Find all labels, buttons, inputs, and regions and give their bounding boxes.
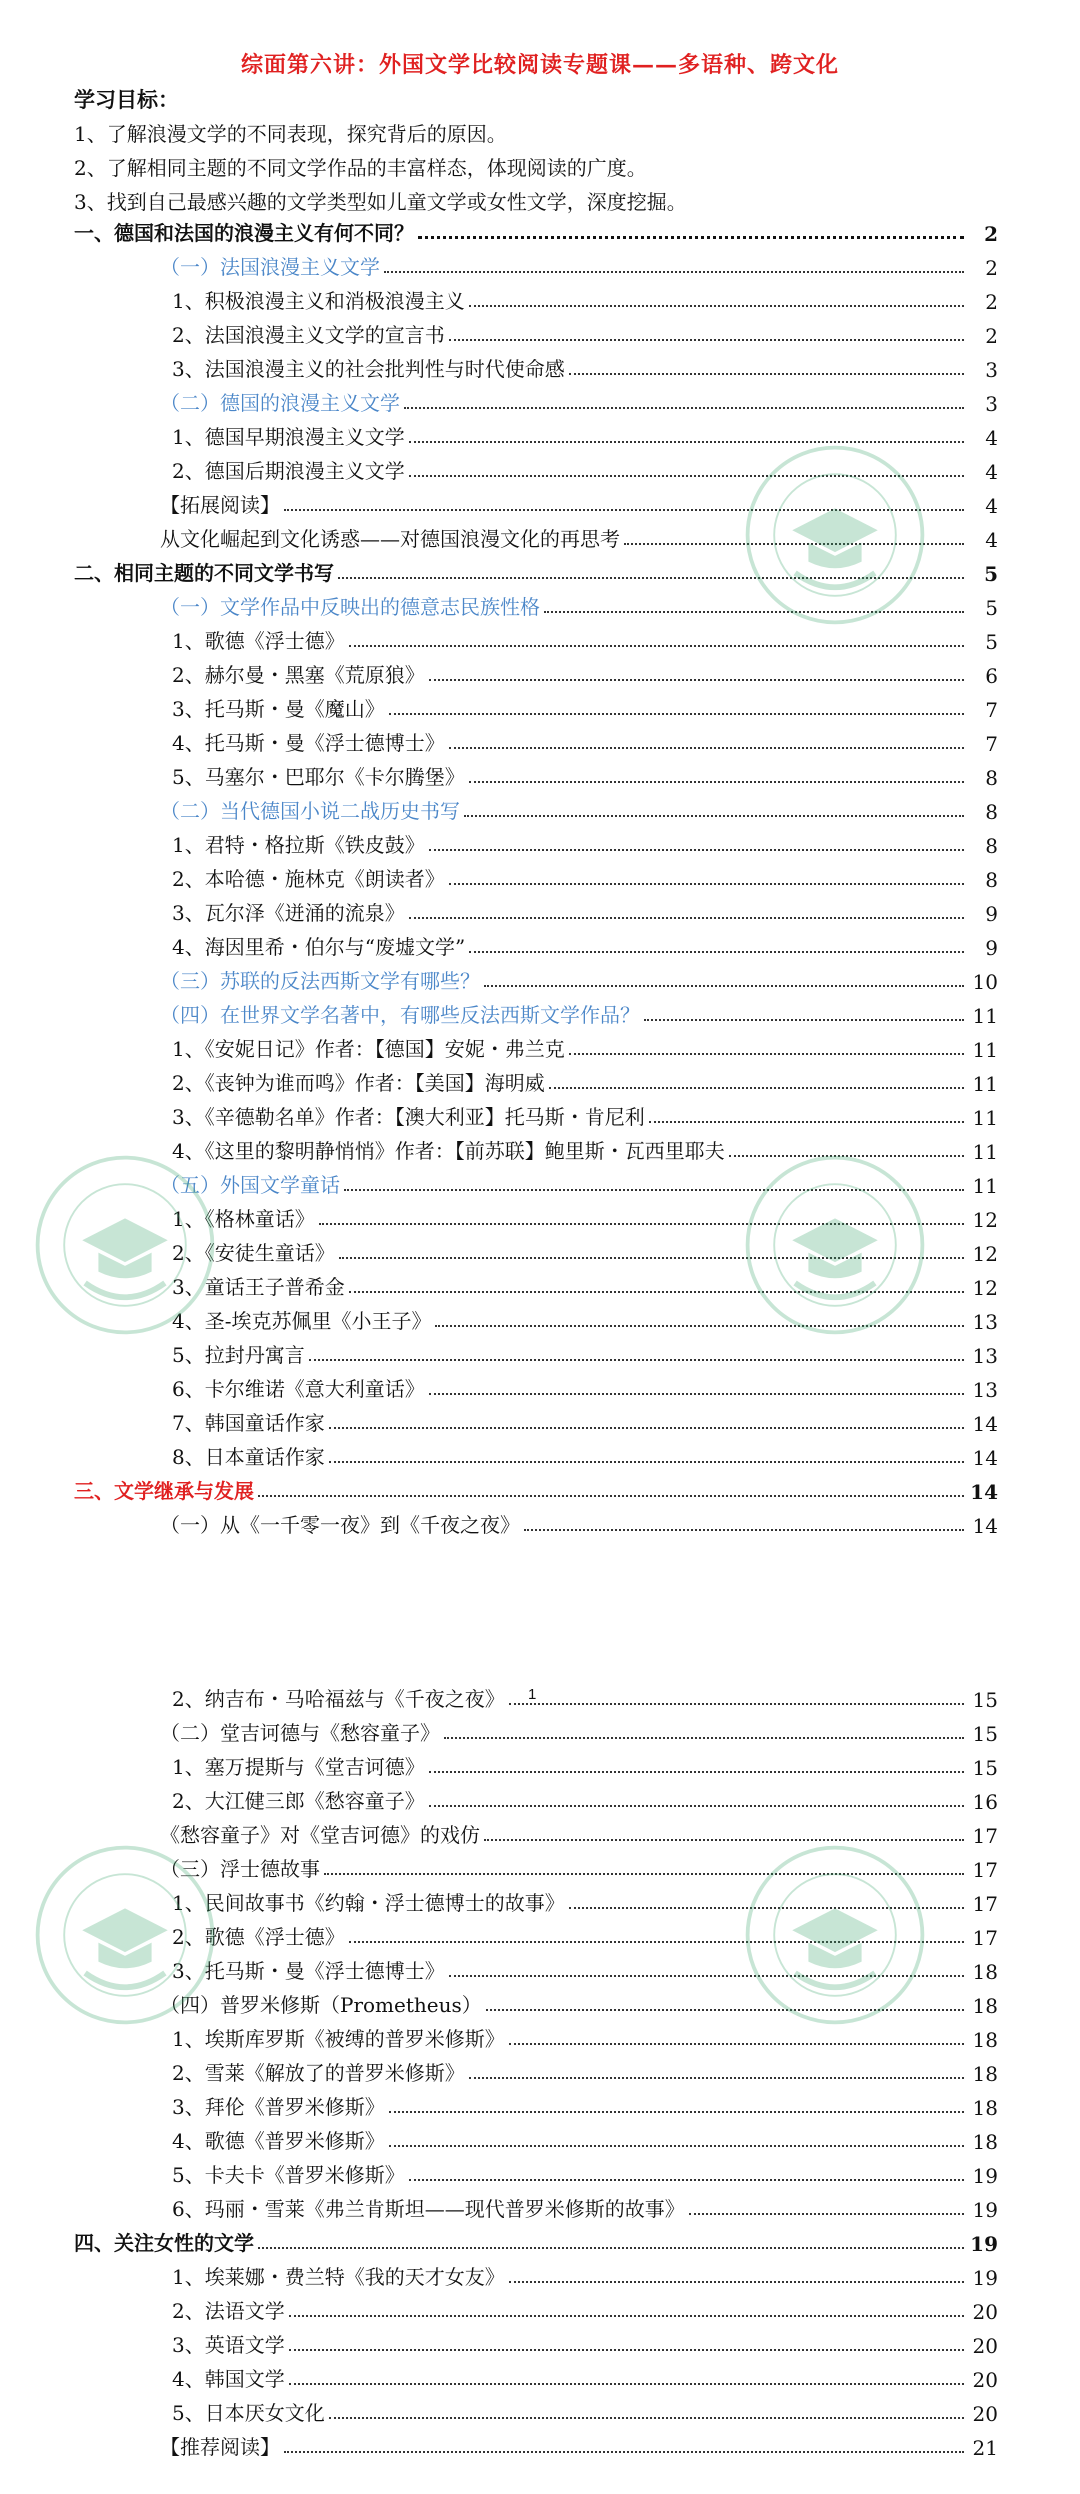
watermark-logo <box>740 1150 930 1340</box>
toc-entry-item[interactable]: 【拓展阅读】 4 <box>160 493 998 518</box>
toc-entry-item[interactable]: 2、大江健三郎《愁容童子》 16 <box>172 1789 998 1814</box>
toc-entry-item[interactable]: 3、托马斯・曼《浮士德博士》 18 <box>172 1959 998 1984</box>
page-number: 1 <box>528 1686 537 1703</box>
toc-entry-item[interactable]: 1、埃斯库罗斯《被缚的普罗米修斯》 18 <box>172 2027 998 2052</box>
toc-entry-item[interactable]: 【推荐阅读】 21 <box>160 2435 998 2460</box>
toc-entry-item[interactable]: 1、积极浪漫主义和消极浪漫主义 2 <box>172 289 998 314</box>
toc-entry-subsection[interactable]: （四）普罗米修斯（Prometheus） 18 <box>160 1993 998 2018</box>
toc-entry-section-2[interactable]: 二、相同主题的不同文学书写 5 <box>74 561 998 586</box>
toc-entry-section-1[interactable]: 一、德国和法国的浪漫主义有何不同？ 2 <box>74 221 998 246</box>
toc-entry-item[interactable]: 3、《辛德勒名单》作者：【澳大利亚】托马斯・肯尼利 11 <box>172 1105 998 1130</box>
toc-entry-item[interactable]: 2、赫尔曼・黑塞《荒原狼》 6 <box>172 663 998 688</box>
toc-entry-item[interactable]: 1、君特・格拉斯《铁皮鼓》 8 <box>172 833 998 858</box>
toc-entry-item[interactable]: 2、《丧钟为谁而鸣》作者：【美国】海明威 11 <box>172 1071 998 1096</box>
learning-goals-heading: 学习目标： <box>74 87 179 112</box>
toc-entry-item[interactable]: 6、玛丽・雪莱《弗兰肯斯坦——现代普罗米修斯的故事》 19 <box>172 2197 998 2222</box>
toc-entry-section-3[interactable]: 三、文学继承与发展 14 <box>74 1479 998 1504</box>
toc-entry-item[interactable]: 4、韩国文学 20 <box>172 2367 998 2392</box>
toc-entry-item[interactable]: 7、韩国童话作家 14 <box>172 1411 998 1436</box>
toc-entry-item[interactable]: 1、德国早期浪漫主义文学 4 <box>172 425 998 450</box>
toc-entry-item[interactable]: 2、《安徒生童话》 12 <box>172 1241 998 1266</box>
toc-entry-item[interactable]: 3、法国浪漫主义的社会批判性与时代使命感 3 <box>172 357 998 382</box>
toc-entry-subsection[interactable]: （三）浮士德故事 17 <box>160 1857 998 1882</box>
toc-entry-item[interactable]: 8、日本童话作家 14 <box>172 1445 998 1470</box>
toc-entry-item[interactable]: 1、《安妮日记》作者：【德国】安妮・弗兰克 11 <box>172 1037 998 1062</box>
learning-goal-item: 1、了解浪漫文学的不同表现，探究背后的原因。 <box>74 122 507 146</box>
toc-entry-item[interactable]: 5、拉封丹寓言 13 <box>172 1343 998 1368</box>
toc-entry-item[interactable]: 2、德国后期浪漫主义文学 4 <box>172 459 998 484</box>
toc-entry-item[interactable]: 4、托马斯・曼《浮士德博士》 7 <box>172 731 998 756</box>
toc-entry-item[interactable]: 1、塞万提斯与《堂吉诃德》 15 <box>172 1755 998 1780</box>
toc-entry-item[interactable]: 1、埃莱娜・费兰特《我的天才女友》 19 <box>172 2265 998 2290</box>
watermark-logo <box>740 1840 930 2030</box>
toc-entry-section-4[interactable]: 四、关注女性的文学 19 <box>74 2231 998 2256</box>
toc-entry-subsection[interactable]: （一）从《一千零一夜》到《千夜之夜》 14 <box>160 1513 998 1538</box>
toc-entry-item[interactable]: 2、本哈德・施林克《朗读者》 8 <box>172 867 998 892</box>
toc-entry-subsection[interactable]: （二）德国的浪漫主义文学 3 <box>160 391 998 416</box>
toc-entry-item[interactable]: 2、雪莱《解放了的普罗米修斯》 18 <box>172 2061 998 2086</box>
toc-entry-item[interactable]: 5、马塞尔・巴耶尔《卡尔腾堡》 8 <box>172 765 998 790</box>
watermark-logo <box>30 1840 220 2030</box>
toc-entry-item[interactable]: 2、歌德《浮士德》 17 <box>172 1925 998 1950</box>
toc-entry-subsection[interactable]: （五）外国文学童话 11 <box>160 1173 998 1198</box>
toc-entry-item[interactable]: 3、瓦尔泽《迸涌的流泉》 9 <box>172 901 998 926</box>
toc-entry-subsection[interactable]: （三）苏联的反法西斯文学有哪些？ 10 <box>160 969 998 994</box>
toc-entry-item[interactable]: 1、民间故事书《约翰・浮士德博士的故事》 17 <box>172 1891 998 1916</box>
watermark-logo <box>740 440 930 630</box>
toc-entry-subsection[interactable]: （一）文学作品中反映出的德意志民族性格 5 <box>160 595 998 620</box>
toc-entry-item[interactable]: 3、拜伦《普罗米修斯》 18 <box>172 2095 998 2120</box>
toc-entry-item[interactable]: 6、卡尔维诺《意大利童话》 13 <box>172 1377 998 1402</box>
toc-entry-item[interactable]: 4、《这里的黎明静悄悄》作者：【前苏联】鲍里斯・瓦西里耶夫 11 <box>172 1139 998 1164</box>
toc-entry-item[interactable]: 3、童话王子普希金 12 <box>172 1275 998 1300</box>
toc-entry-item[interactable]: 4、歌德《普罗米修斯》 18 <box>172 2129 998 2154</box>
toc-entry-item[interactable]: 3、托马斯・曼《魔山》 7 <box>172 697 998 722</box>
toc-entry-subsection[interactable]: （二）当代德国小说二战历史书写 8 <box>160 799 998 824</box>
learning-goal-item: 2、了解相同主题的不同文学作品的丰富样态，体现阅读的广度。 <box>74 156 647 180</box>
watermark-logo <box>30 1150 220 1340</box>
document-page-2 <box>0 1660 1080 2494</box>
learning-goal-item: 3、找到自己最感兴趣的文学类型如儿童文学或女性文学，深度挖掘。 <box>74 190 687 214</box>
toc-entry-item[interactable]: 4、圣-埃克苏佩里《小王子》 13 <box>172 1309 998 1334</box>
toc-entry-item[interactable]: 从文化崛起到文化诱惑——对德国浪漫文化的再思考 4 <box>160 527 998 552</box>
toc-entry-subsection[interactable]: （四）在世界文学名著中，有哪些反法西斯文学作品？ 11 <box>160 1003 998 1028</box>
toc-entry-item[interactable]: 2、纳吉布・马哈福兹与《千夜之夜》 15 <box>172 1687 998 1712</box>
toc-entry-item[interactable]: 1、歌德《浮士德》 5 <box>172 629 998 654</box>
toc-entry-item[interactable]: 3、英语文学 20 <box>172 2333 998 2358</box>
toc-entry-item[interactable]: 4、海因里希・伯尔与“废墟文学” 9 <box>172 935 998 960</box>
toc-entry-item[interactable]: 2、法语文学 20 <box>172 2299 998 2324</box>
toc-entry-item[interactable]: 5、日本厌女文化 20 <box>172 2401 998 2426</box>
toc-entry-item[interactable]: 2、法国浪漫主义文学的宣言书 2 <box>172 323 998 348</box>
toc-entry-subsection[interactable]: （二）堂吉诃德与《愁容童子》 15 <box>160 1721 998 1746</box>
toc-entry-item[interactable]: 《愁容童子》对《堂吉诃德》的戏仿 17 <box>160 1823 998 1848</box>
document-title: 综面第六讲：外国文学比较阅读专题课——多语种、跨文化 <box>240 52 839 78</box>
toc-entry-item[interactable]: 5、卡夫卡《普罗米修斯》 19 <box>172 2163 998 2188</box>
toc-entry-item[interactable]: 1、《格林童话》 12 <box>172 1207 998 1232</box>
toc-entry-subsection[interactable]: （一）法国浪漫主义文学 2 <box>160 255 998 280</box>
